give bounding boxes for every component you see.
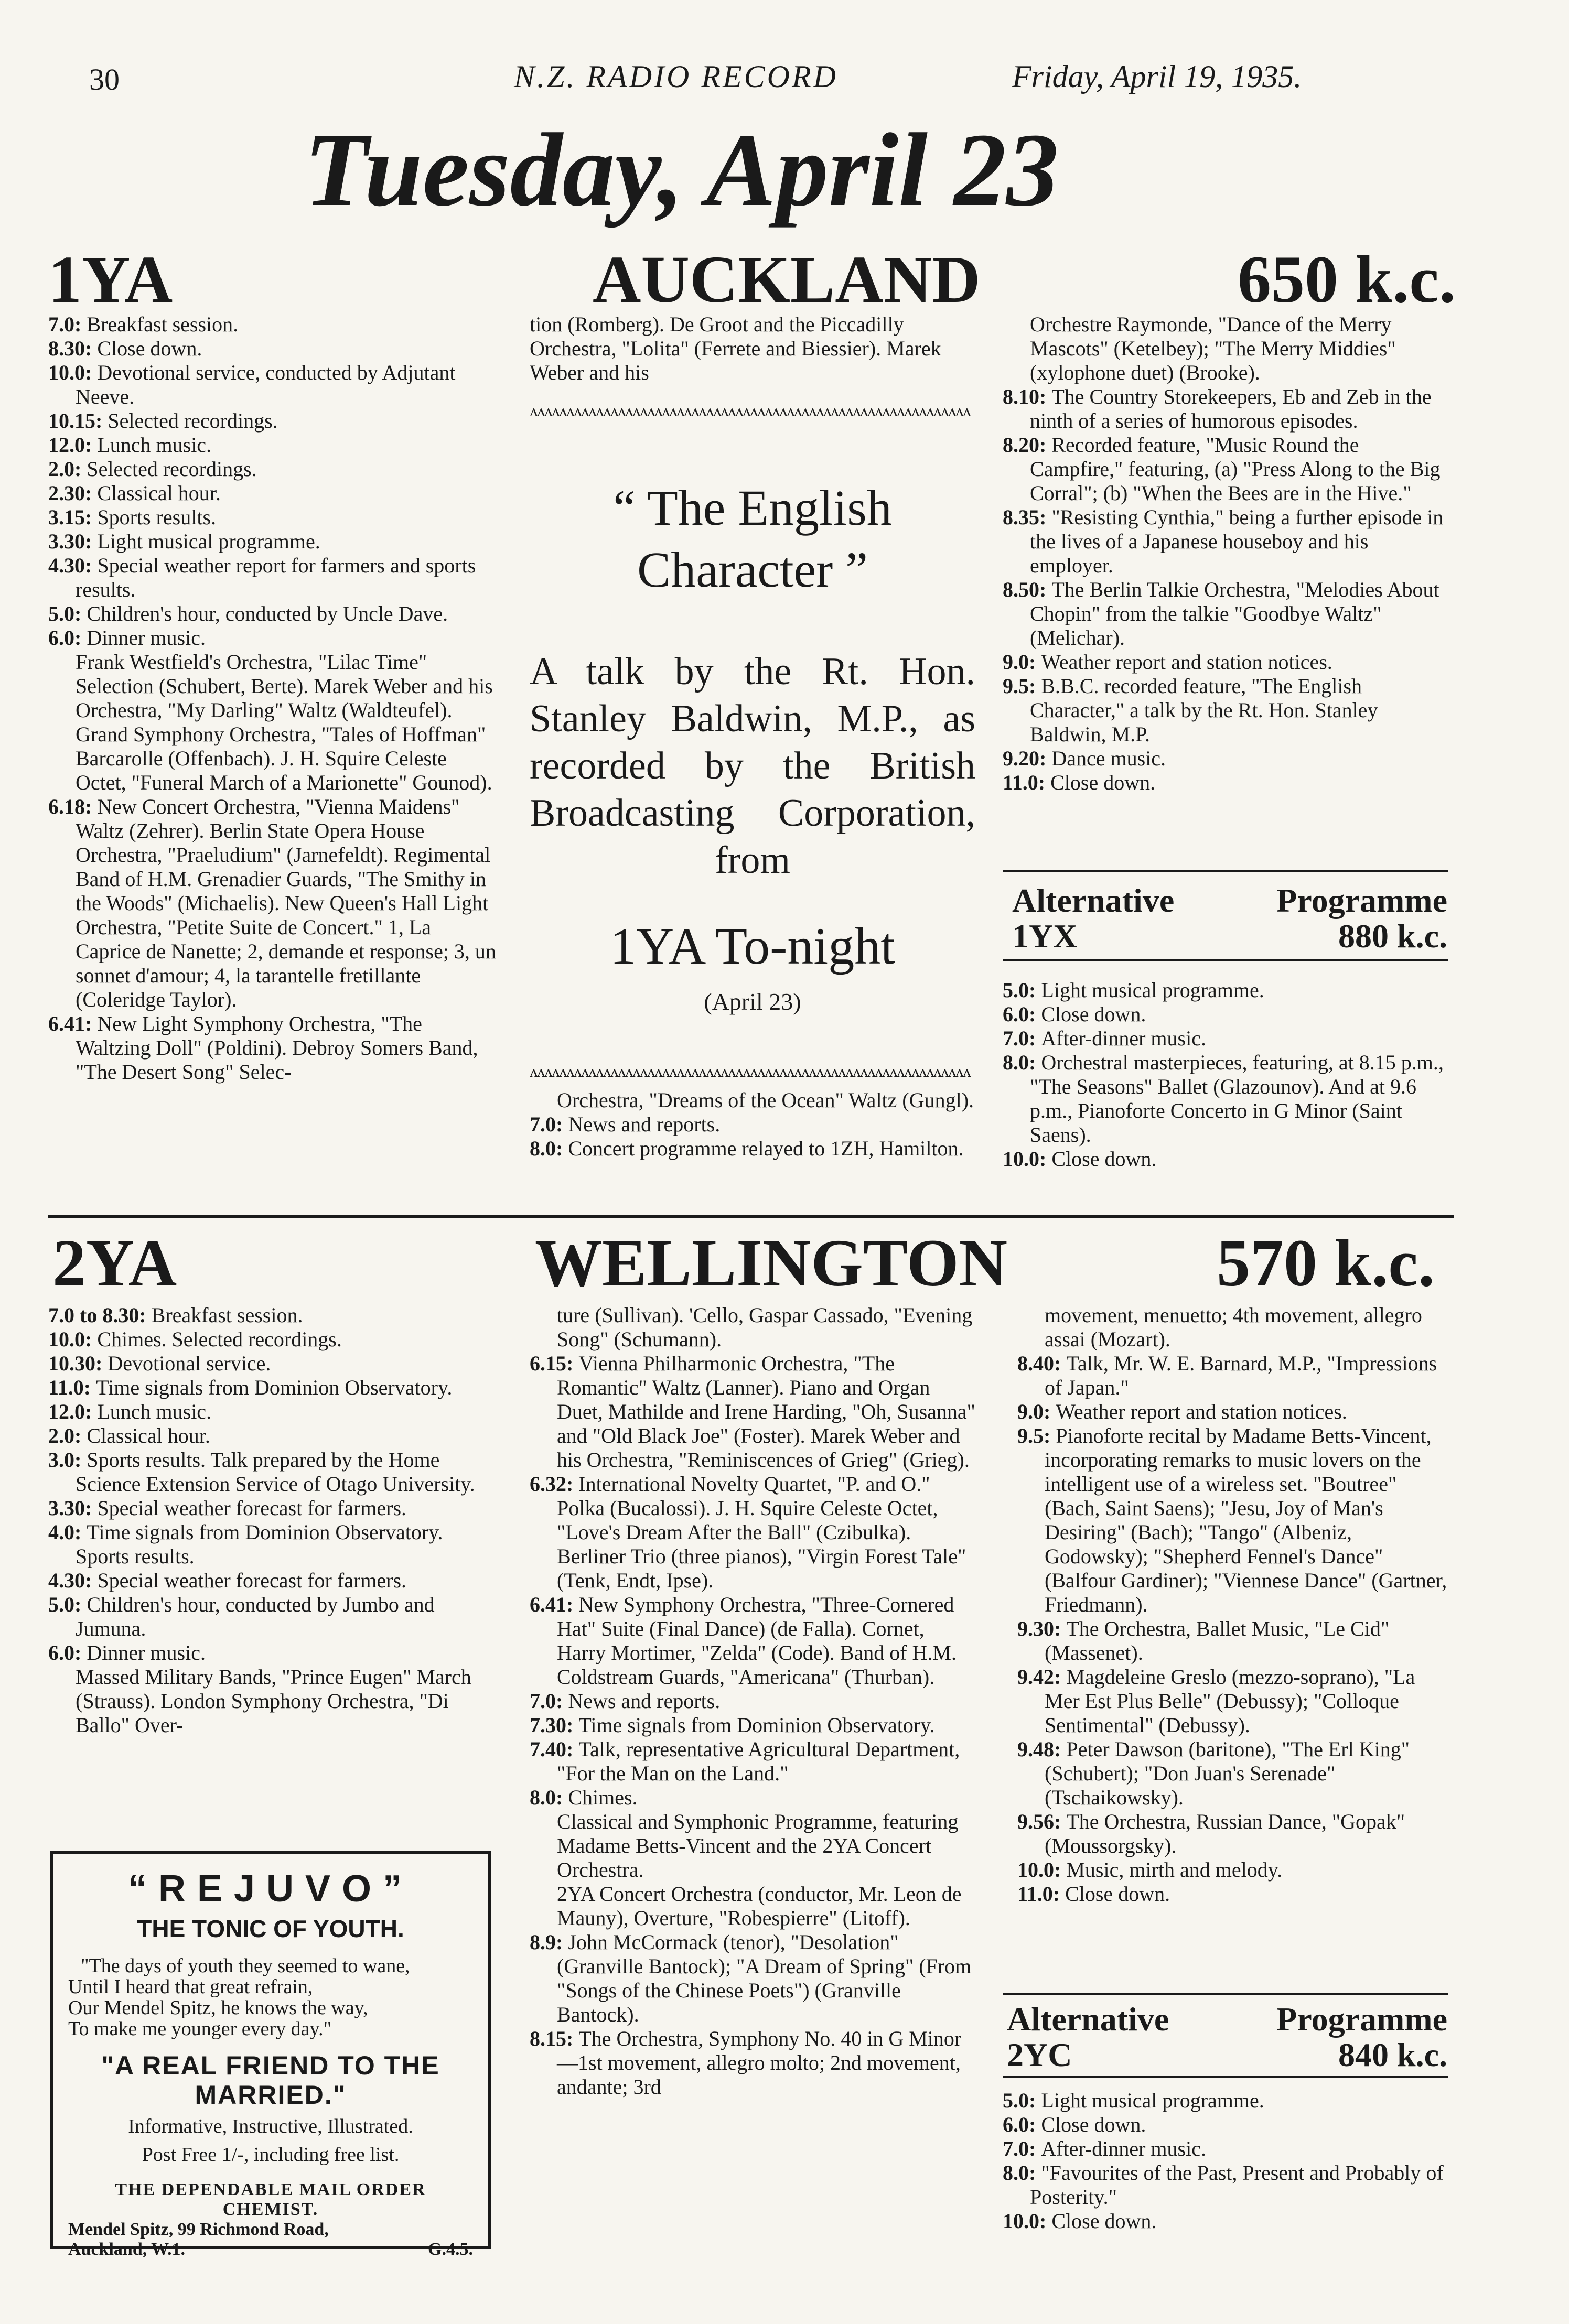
schedule-entry [530,1593,975,1689]
schedule-entry [48,1641,499,1665]
schedule-text: ture (Sullivan). 'Cello, Gaspar Cassado, "Evening Song" (Schumann). [557,1303,973,1351]
schedule-entry [530,1472,975,1593]
schedule-text: Chimes. [568,1786,638,1809]
schedule-entry [1017,1352,1447,1400]
schedule-continuation: tion (Romberg). De Groot and the Piccadilly Orchestra, "Lolita" (Ferrete and Biessier). Marek Weber and his [530,312,941,384]
schedule-entry [48,337,499,361]
alt-label: Alternative [1007,2001,1169,2038]
schedule-time: 11.0: [1017,1882,1066,1906]
verse-line: Our Mendel Spitz, he knows the way, [68,1997,368,2019]
schedule-entry [530,1786,975,1810]
schedule-text: International Novelty Quartet, "P. and O." Polka (Bucalossi). J. H. Squire Celeste Octet, "Love's Dream After the Ball" (Czibulka). Berliner Trio (three pianos), "Virgin Forest Tale" (Tenk, Endt, Ipse). [557,1472,966,1592]
schedule-entry [48,626,499,650]
schedule-1ya-col1 [48,312,499,1084]
schedule-entry [48,529,499,554]
schedule-text: Orchestre Raymonde, "Dance of the Merry Mascots" (Ketelbey); "The Merry Middies" (xylophone duet) (Brooke). [1030,312,1396,384]
verse-line: "The days of youth they seemed to wane, [81,1955,410,1977]
schedule-time: 5.0: [48,602,87,625]
schedule-time: 8.0: [530,1786,568,1809]
schedule-text: News and reports. [568,1689,721,1713]
schedule-time: 4.30: [48,554,98,577]
schedule-entry [1003,674,1448,747]
schedule-entry [48,1520,499,1569]
issue-date: Friday, April 19, 1935. [1012,59,1302,94]
alt-frequency: 880 k.c. [1338,917,1447,955]
rejuvo-advert [50,1851,491,2259]
schedule-entry [48,554,499,602]
schedule-text: movement, menuetto; 4th movement, allegro assai (Mozart). [1045,1303,1422,1351]
schedule-text: Recorded feature, "Music Round the Campfire," featuring, (a) "Press Along to the Big Corral"; (b) "When the Bees are in the Hive." [1030,433,1441,505]
schedule-text: John McCormack (tenor), "Desolation" (Granville Bantock); "A Dream of Spring" (From "Songs of the Chinese Poets") (Granville Bantock). [557,1930,972,2026]
schedule-time: 10.30: [48,1352,108,1375]
schedule-entry [530,1713,975,1737]
schedule-entry [48,795,499,1012]
schedule-time: 8.9: [530,1930,568,1954]
schedule-text: Special weather report for farmers and sports results. [76,554,476,601]
schedule-time: 10.0: [48,361,98,384]
schedule-time: 7.0: [1003,1026,1041,1050]
alt-rule [1003,870,1448,872]
schedule-text: Breakfast session. [87,312,239,336]
schedule-entry [530,1882,975,1930]
schedule-text: After-dinner music. [1041,1026,1206,1050]
schedule-entry [1017,1617,1447,1665]
schedule-text: Breakfast session. [151,1303,303,1327]
station-frequency-2ya: 570 k.c. [1217,1226,1435,1300]
schedule-text: New Symphony Orchestra, "Three-Cornered Hat" Suite (Final Dance) (de Falla). Cornet, Harry Mortimer, "Zelda" (Code). Band of H.M. Coldstream Guards, "Americana" (Thurban). [557,1593,957,1689]
verse-line: Until I heard that great refrain, [68,1976,313,1998]
schedule-text: Lunch music. [97,433,212,457]
promo-title-line1: “ The English [613,480,892,536]
schedule-text: Close down. [1051,2209,1157,2233]
schedule-text: Chimes. Selected recordings. [97,1327,342,1351]
schedule-entry [1003,2113,1448,2137]
schedule-entry [1017,1858,1447,1882]
schedule-entry [48,1327,499,1352]
schedule-time: 6.41: [48,1012,98,1035]
schedule-time: 4.30: [48,1569,98,1592]
schedule-text: Close down. [1051,1147,1157,1171]
schedule-entry [48,505,499,529]
schedule-time: 8.0: [1003,2161,1041,2185]
schedule-entry [1003,1026,1448,1051]
schedule-text: Lunch music. [97,1400,212,1423]
schedule-entry [1003,505,1448,578]
schedule-time: 10.15: [48,409,108,433]
section-divider [48,1215,1454,1218]
schedule-time: 8.20: [1003,433,1052,457]
schedule-entry [48,433,499,457]
schedule-text: Light musical programme. [1041,978,1264,1002]
schedule-text: Close down. [97,337,202,360]
schedule-entry [1003,385,1448,433]
schedule-entry [48,1400,499,1424]
promo-station: 1YA To-night [610,917,895,975]
schedule-text: The Orchestra, Ballet Music, "Le Cid" (Massenet). [1045,1617,1390,1664]
schedule-entry [1003,2161,1448,2209]
schedule-2yc [1003,2089,1448,2233]
schedule-time: 11.0: [1003,771,1051,794]
schedule-text: Music, mirth and melody. [1066,1858,1283,1882]
schedule-2ya-col2 [530,1303,975,2099]
schedule-entry [1017,1400,1447,1424]
schedule-time: 8.40: [1017,1352,1067,1375]
promo-title-line2: Character ” [637,542,868,598]
schedule-entry [530,1137,975,1161]
schedule-time: 6.15: [530,1352,579,1375]
schedule-entry [48,650,499,795]
advert-code: G.4.5. [428,2240,473,2259]
schedule-time: 9.30: [1017,1617,1067,1640]
schedule-text: The Orchestra, Symphony No. 40 in G Minor—1st movement, allegro molto; 2nd movement, andante; 3rd [557,2027,962,2099]
schedule-time: 7.30: [530,1713,579,1737]
alternative-2yc [1007,2002,1447,2073]
schedule-text: Time signals from Dominion Observatory. [96,1376,453,1399]
schedule-entry [48,1352,499,1376]
schedule-entry [48,1448,499,1496]
page-number: 30 [89,62,120,96]
schedule-text: Talk, representative Agricultural Department, "For the Man on the Land." [557,1737,960,1785]
schedule-time: 8.50: [1003,578,1052,601]
schedule-time: 9.5: [1003,674,1041,698]
schedule-time: 9.5: [1017,1424,1056,1447]
advert-address: Mendel Spitz, 99 Richmond Road, [68,2220,329,2239]
schedule-text: Weather report and station notices. [1041,650,1332,674]
schedule-text: New Light Symphony Orchestra, "The Waltzing Doll" (Poldini). Debroy Somers Band, "The Desert Song" Selec- [76,1012,478,1084]
schedule-time: 8.15: [530,2027,579,2050]
schedule-entry [48,1012,499,1084]
schedule-time: 9.48: [1017,1737,1067,1761]
schedule-time: 8.30: [48,337,98,360]
schedule-text: Special weather forecast for farmers. [97,1496,407,1520]
alt-rule [1003,1993,1448,1995]
zigzag-divider: ᴧᴧᴧᴧᴧᴧᴧᴧᴧᴧᴧᴧᴧᴧᴧᴧᴧᴧᴧᴧᴧᴧᴧᴧᴧᴧᴧᴧᴧᴧᴧᴧᴧᴧᴧᴧᴧᴧᴧᴧᴧᴧᴧᴧᴧᴧᴧᴧᴧᴧᴧᴧᴧᴧᴧᴧᴧᴧᴧᴧ [530,1064,970,1078]
alt-label: Programme [1276,2001,1447,2038]
advert-info: Informative, Instructive, Illustrated. [128,2115,413,2137]
schedule-text: Light musical programme. [1041,2089,1264,2112]
schedule-entry [1003,1002,1448,1026]
schedule-time: 7.40: [530,1737,579,1761]
schedule-text: After-dinner music. [1041,2137,1206,2160]
schedule-entry [48,1376,499,1400]
schedule-text: Pianoforte recital by Madame Betts-Vincent, incorporating remarks to music lovers on the intelligent use of a wireless set. "Boutree" (Bach, Saint Saens); "Jesu, Joy of Man's Desiring" (Bach); "Tango" (Albeniz, Godowsky); "Shepherd Fennel's Dance" (Balfour Gardiner); "Viennese Dance" (Gartner, Friedmann). [1045,1424,1447,1616]
zigzag-divider: ᴧᴧᴧᴧᴧᴧᴧᴧᴧᴧᴧᴧᴧᴧᴧᴧᴧᴧᴧᴧᴧᴧᴧᴧᴧᴧᴧᴧᴧᴧᴧᴧᴧᴧᴧᴧᴧᴧᴧᴧᴧᴧᴧᴧᴧᴧᴧᴧᴧᴧᴧᴧᴧᴧᴧᴧᴧᴧᴧᴧ [530,404,970,417]
schedule-time: 3.30: [48,529,98,553]
schedule-1ya-col3 [1003,312,1448,795]
schedule-entry [48,409,499,433]
schedule-text: Talk, Mr. W. E. Barnard, M.P., "Impressions of Japan." [1045,1352,1437,1399]
schedule-entry [1003,578,1448,650]
schedule-entry [1003,2137,1448,2161]
schedule-entry [530,1112,975,1137]
station-call-sign-1ya: 1YA [48,242,173,317]
schedule-text: Classical hour. [97,481,221,505]
schedule-time: 2.30: [48,481,98,505]
schedule-entry [1003,1051,1448,1147]
schedule-text: Peter Dawson (baritone), "The Erl King" (Schubert); "Don Juan's Serenade" (Tschaikowsky). [1045,1737,1410,1809]
promo-date: (April 23) [704,988,801,1015]
schedule-entry [48,312,499,337]
schedule-entry [530,1689,975,1713]
schedule-entry [1017,1810,1447,1858]
schedule-entry [530,1930,975,2027]
schedule-text: New Concert Orchestra, "Vienna Maidens" Waltz (Zehrer). Berlin State Opera House Orchestra, "Praeludium" (Jarnefeldt). Regimental Band of H.M. Grenadier Guards, "The Smithy in the Woods" (Michaelis). New Queen's Hall Light Orchestra, "Petite Suite de Concert." 1, La Caprice de Nanette; 2, demande et response; 3, un sonnet d'amour; 4, la tarantelle fretillante (Coleridge Taylor). [76,795,496,1011]
schedule-text: Devotional service, conducted by Adjutant Neeve. [76,361,456,408]
advert-info: Post Free 1/-, including free list. [142,2144,400,2166]
schedule-time: 3.30: [48,1496,98,1520]
advert-verse [68,1955,473,2039]
schedule-text: Magdeleine Greslo (mezzo-soprano), "La Mer Est Plus Belle" (Debussy); "Colloque Sentimental" (Debussy). [1045,1665,1415,1737]
schedule-time: 3.15: [48,505,98,529]
schedule-entry [530,2027,975,2099]
schedule-text: Concert programme relayed to 1ZH, Hamilton. [568,1137,964,1160]
schedule-time: 12.0: [48,433,98,457]
schedule-time: 6.0: [1003,2113,1041,2136]
publication-name: N.Z. RADIO RECORD [514,59,838,94]
schedule-time: 7.0: [530,1689,568,1713]
promo-line: from [715,839,790,882]
schedule-text: B.B.C. recorded feature, "The English Character," a talk by the Rt. Hon. Stanley Baldwin, M.P. [1030,674,1378,746]
schedule-time: 9.56: [1017,1810,1067,1833]
schedule-entry [530,1737,975,1786]
schedule-entry [1003,2209,1448,2233]
schedule-time: 10.0: [1017,1858,1067,1882]
schedule-time: 5.0: [1003,978,1041,1002]
schedule-text: "Favourites of the Past, Present and Probably of Posterity." [1030,2161,1444,2209]
alt-frequency: 840 k.c. [1338,2036,1447,2073]
schedule-text: 2YA Concert Orchestra (conductor, Mr. Leon de Mauny), Overture, "Robespierre" (Litoff). [557,1882,962,1930]
schedule-text: Sports results. Talk prepared by the Home Science Extension Service of Otago University. [76,1448,475,1496]
schedule-text: The Berlin Talkie Orchestra, "Melodies About Chopin" from the talkie "Goodbye Waltz" (Melichar). [1030,578,1439,650]
schedule-text: Close down. [1050,771,1156,794]
schedule-text: Vienna Philharmonic Orchestra, "The Romantic" Waltz (Lanner). Piano and Organ Duet, Mathilde and Irene Harding, "Oh, Susanna" and "Old Black Joe" (Foster). Marek Weber and his Orchestra, "Reminiscences of Grieg" (Grieg). [557,1352,976,1472]
schedule-text: Devotional service. [108,1352,271,1375]
schedule-time: 8.0: [1003,1051,1041,1074]
schedule-entry [1017,1303,1447,1352]
schedule-time: 6.18: [48,795,98,818]
schedule-entry [1003,771,1448,795]
schedule-entry [1017,1882,1447,1906]
page-title: Tuesday, April 23 [304,112,1059,228]
schedule-text: News and reports. [568,1112,721,1136]
schedule-text: Selected recordings. [87,457,257,481]
schedule-time: 7.0: [48,312,87,336]
schedule-entry [48,1593,499,1641]
schedule-text: Dance music. [1051,747,1166,770]
schedule-text: Light musical programme. [97,529,320,553]
schedule-text: Time signals from Dominion Observatory. Sports results. [76,1520,443,1568]
promo-line: Stanley Baldwin, M.P., as [530,697,975,740]
schedule-text: Classical hour. [87,1424,210,1447]
schedule-text: Special weather forecast for farmers. [97,1569,407,1592]
schedule-text: Time signals from Dominion Observatory. [578,1713,935,1737]
schedule-entry [1003,650,1448,674]
schedule-text: Frank Westfield's Orchestra, "Lilac Time" Selection (Schubert, Berte). Marek Weber and his Orchestra, "My Darling" Waltz (Waldteufel). Grand Symphony Orchestra, "Tales of Hoffman" Barcarolle (Offenbach). J. H. Squire Celeste Octet, "Funeral March of a Marionette" Gounod). [76,650,493,794]
schedule-time: 5.0: [1003,2089,1041,2112]
alt-label: Alternative [1012,882,1175,919]
station-city-auckland: AUCKLAND [593,242,981,317]
schedule-2ya-col1 [48,1303,499,1737]
schedule-2ya-col3 [1017,1303,1447,1906]
schedule-time: 5.0: [48,1593,87,1616]
schedule-entry [48,1665,499,1737]
schedule-entry [530,1303,975,1352]
schedule-text: Selected recordings. [108,409,278,433]
schedule-entry [48,1569,499,1593]
schedule-1yx [1003,978,1448,1171]
schedule-entry [530,1810,975,1882]
schedule-text: Close down. [1041,1002,1146,1026]
schedule-time: 9.42: [1017,1665,1067,1689]
schedule-entry [1003,312,1448,385]
schedule-time: 6.0: [1003,1002,1041,1026]
alt-rule [1003,959,1448,961]
schedule-time: 7.0: [530,1112,568,1136]
schedule-text: Classical and Symphonic Programme, featuring Madame Betts-Vincent and the 2YA Concert Orchestra. [557,1810,959,1882]
schedule-1ya-col2-top [530,312,975,385]
schedule-entry [48,1424,499,1448]
advert-tagline: THE TONIC OF YOUTH. [137,1915,404,1942]
schedule-entry [1003,2089,1448,2113]
schedule-time: 2.0: [48,457,87,481]
schedule-time: 8.35: [1003,505,1052,529]
advert-mail-order: THE DEPENDABLE MAIL ORDER [115,2180,426,2199]
station-frequency-1ya: 650 k.c. [1238,242,1456,317]
schedule-time: 10.0: [1003,1147,1052,1171]
schedule-time: 3.0: [48,1448,87,1472]
schedule-entry [1003,747,1448,771]
schedule-text: Children's hour, conducted by Uncle Dave. [87,602,448,625]
schedule-time: 6.0: [48,1641,87,1664]
schedule-time: 8.0: [530,1137,568,1160]
advert-brand: “REJUVO” [127,1868,414,1910]
schedule-text: Close down. [1065,1882,1170,1906]
schedule-1ya-col2-bottom [530,1088,975,1161]
schedule-time: 7.0: [1003,2137,1041,2160]
schedule-time: 9.0: [1017,1400,1056,1423]
schedule-text: Children's hour, conducted by Jumbo and Jumuna. [76,1593,435,1640]
schedule-text: The Orchestra, Russian Dance, "Gopak" (Moussorgsky). [1045,1810,1405,1857]
schedule-entry [1003,1147,1448,1171]
promo-english-character [530,477,975,1020]
schedule-time: 12.0: [48,1400,98,1423]
schedule-text: Sports results. [97,505,217,529]
alternative-1yx [1012,883,1447,954]
schedule-text: Dinner music. [87,626,206,650]
schedule-entry [48,457,499,481]
schedule-entry [48,481,499,505]
station-call-sign-2ya: 2YA [52,1226,177,1300]
schedule-text: Close down. [1041,2113,1146,2136]
schedule-time: 11.0: [48,1376,96,1399]
alt-rule [1003,2076,1448,2078]
advert-friend: "A REAL FRIEND TO THE MARRIED." [101,2051,440,2110]
schedule-time: 9.20: [1003,747,1052,770]
promo-line: recorded by the British [530,744,975,787]
schedule-text: "Resisting Cynthia," being a further episode in the lives of a Japanese houseboy and his employer. [1030,505,1444,577]
schedule-text: The Country Storekeepers, Eb and Zeb in the ninth of a series of humorous episodes. [1030,385,1432,433]
promo-line: A talk by the Rt. Hon. [530,650,975,693]
schedule-time: 9.0: [1003,650,1041,674]
schedule-time: 10.0: [48,1327,98,1351]
schedule-entry [1017,1424,1447,1617]
alt-call-sign: 2YC [1007,2036,1072,2073]
station-city-wellington: WELLINGTON [535,1226,1007,1300]
schedule-time: 6.41: [530,1593,579,1616]
alt-label: Programme [1276,882,1447,919]
schedule-entry [530,1088,975,1112]
schedule-time: 7.0 to 8.30: [48,1303,152,1327]
schedule-time: 6.0: [48,626,87,650]
schedule-entry [48,361,499,409]
schedule-time: 6.32: [530,1472,579,1496]
schedule-text: Orchestra, "Dreams of the Ocean" Waltz (Gungl). [557,1088,974,1112]
schedule-entry [530,1352,975,1472]
verse-line: To make me younger every day." [68,2018,332,2040]
schedule-entry [48,1303,499,1327]
schedule-entry [48,1496,499,1520]
advert-address: Auckland, W.1. [68,2240,185,2259]
schedule-text: Massed Military Bands, "Prince Eugen" March (Strauss). London Symphony Orchestra, "Di Ballo" Over- [76,1665,471,1737]
schedule-text: Weather report and station notices. [1056,1400,1347,1423]
schedule-entry [1017,1665,1447,1737]
alt-call-sign: 1YX [1012,917,1078,955]
schedule-text: Dinner music. [87,1641,206,1664]
schedule-time: 4.0: [48,1520,87,1544]
promo-line: Broadcasting Corporation, [530,792,975,835]
schedule-time: 2.0: [48,1424,87,1447]
advert-mail-order: CHEMIST. [222,2200,319,2219]
schedule-entry [1017,1737,1447,1810]
schedule-entry [48,602,499,626]
schedule-time: 10.0: [1003,2209,1052,2233]
schedule-entry [1003,978,1448,1002]
schedule-entry [1003,433,1448,505]
schedule-text: Orchestral masterpieces, featuring, at 8.15 p.m., "The Seasons" Ballet (Glazounov). And at 9.6 p.m., Pianoforte Concerto in G Minor (Saint Saens). [1030,1051,1444,1147]
schedule-time: 8.10: [1003,385,1052,408]
